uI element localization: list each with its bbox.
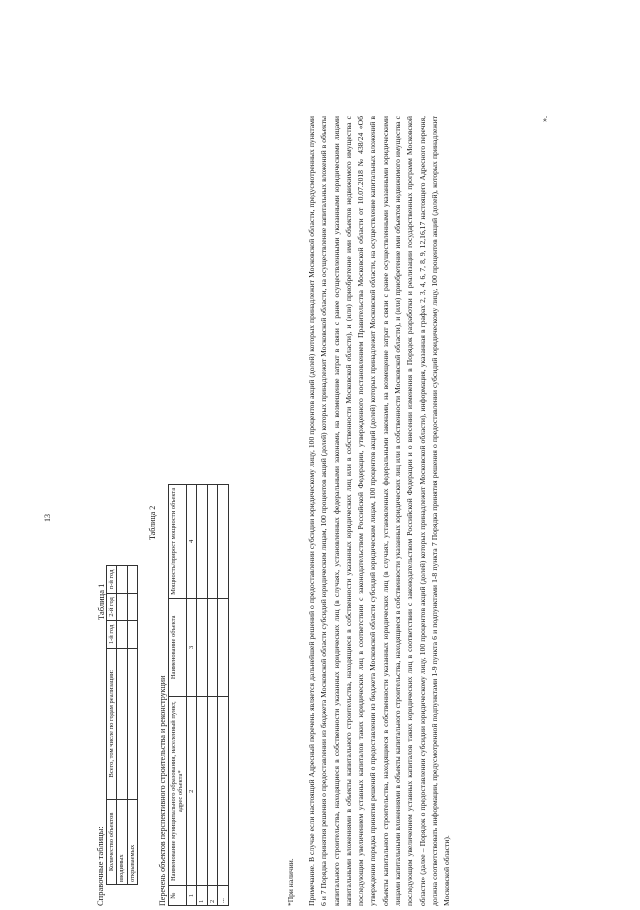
page-number: 13 [43, 514, 52, 522]
table-cell [197, 598, 207, 696]
table-cell [127, 621, 137, 649]
table2-row-number: ... [218, 886, 228, 906]
table-cell [197, 485, 207, 599]
table2-caption: Перечень объектов перспективного строительства и реконструкции [158, 675, 167, 906]
table2-label: Таблица 2 [148, 505, 157, 540]
table2-colnum: 3 [186, 598, 196, 696]
reference-tables-title: Справочные таблицы: [95, 826, 105, 906]
table2-header-object: Наименование объекта [169, 598, 187, 696]
table-cell [117, 621, 127, 649]
table2-row-number: 1 [197, 886, 207, 906]
table-cell [117, 566, 127, 594]
table2-colnum: 1 [186, 886, 196, 906]
table2-header-number: № [169, 886, 187, 906]
table-cell [207, 485, 217, 599]
table-1 [106, 565, 138, 885]
table-cell [218, 485, 228, 599]
table-cell [207, 598, 217, 696]
table-cell [127, 593, 137, 621]
table-row [218, 485, 228, 906]
table-row [127, 566, 137, 885]
table2-row-number: 2 [207, 886, 217, 906]
table-row [117, 566, 127, 885]
table1-label: Таблица 1 [96, 583, 106, 620]
table-cell [218, 697, 228, 886]
rotated-content [40, 110, 600, 910]
table-cell [207, 697, 217, 886]
table1-row-label: вводимых [117, 799, 127, 884]
table-cell [218, 598, 228, 696]
table-cell [197, 697, 207, 886]
table2-colnum: 4 [186, 485, 196, 599]
table1-header-yearn: n-й год [107, 566, 117, 594]
footnote: *При наличии. [286, 858, 295, 906]
table1-header-year2: 2-й год [107, 593, 117, 621]
table-cell [127, 566, 137, 594]
table1-header-count: Количество объектов [107, 799, 117, 884]
note-paragraph: Примечание. В случае если настоящий Адресный перечень является дальнейшей решений о предоставлении субсидии юридическому лицу, 100 процентов акций (долей) которых принадлежит Московской области, предусмотренных пунктами 6 и 7 Порядка принятия решения о предоставлении из бюджета Московской области субсидий юридическим лицам, 100 процентов акций (долей) которых принадлежит Московской области, на осуществление капитальных вложений в объекты капитального строительства, находящиеся в собственности указанных юридических лиц (в случаях, установленных федеральными законами, на возмещение затрат в связи с ранее осуществленными указанными юридическими лицами капитальными вложениями в объекты капитального строительства, находящиеся в собственности указанных юридических лиц или в собственности Московской области), и (или) приобретение ими объектов недвижимого имущества с последующим увеличением уставных капиталов таких юридических лиц в соответствии с законодательством Российской Федерации, утвержденного постановлением Правительства Московской области от 10.07.2018 № 438/24 «Об утверждении порядка принятия решений о предоставлении из бюджета Московской области субсидий юридическим лицам, 100 процентов акций (долей) которых принадлежит Московской области, на осуществление капитальных вложений в объекты капитального строительства, находящиеся в собственности указанных юридических лиц (в случаях, установленных федеральными законами, на возмещение затрат в связи с ранее осуществленными указанными юридическими лицами капитальными вложениями в объекты капитального строительства, находящиеся в собственности указанных юридических лиц или в собственности Московской области), и (или) приобретение ими объектов недвижимого имущества с последующим увеличением уставных капиталов таких юридических лиц в соответствии с законодательством Российской Федерации и о внесении изменения в Порядок разработки и реализации государственных программ Московской области» (далее – Порядок о предоставлении субсидии юридическому лицу, 100 процентов акций (долей) которых принадлежит Московской области), информация, указанная в графах 2, 3, 4, 6, 7, 8, 9, 12,16,17 настоящего Адресного перечня, должна соответствовать информации, предусмотренной подпунктами 1-9 пункта 6 и подпунктами 1-8 пункта 7 Порядка принятия решения о предоставлении субсидий юридическому лицу, 100 процентов акций (долей), которых принадлежит Московской области). [307, 116, 452, 906]
table-row [197, 485, 207, 906]
table2-header-capacity: Мощность/прирост мощности объекта [169, 485, 187, 599]
table2-header-address: Наименование муниципального образования, населенный пункт, адрес объекта* [169, 697, 187, 886]
closing-quote: ». [540, 116, 549, 122]
table-row [207, 485, 217, 906]
table1-header-total: Всего, том числе по годам реализации: [107, 648, 117, 799]
table-cell [117, 593, 127, 621]
table-cell [117, 648, 127, 799]
table1-row-label: открываемых [127, 799, 137, 884]
table1-header-year1: 1-й год [107, 621, 117, 649]
table-2 [168, 484, 229, 906]
table-cell [127, 648, 137, 799]
table2-colnum: 2 [186, 697, 196, 886]
